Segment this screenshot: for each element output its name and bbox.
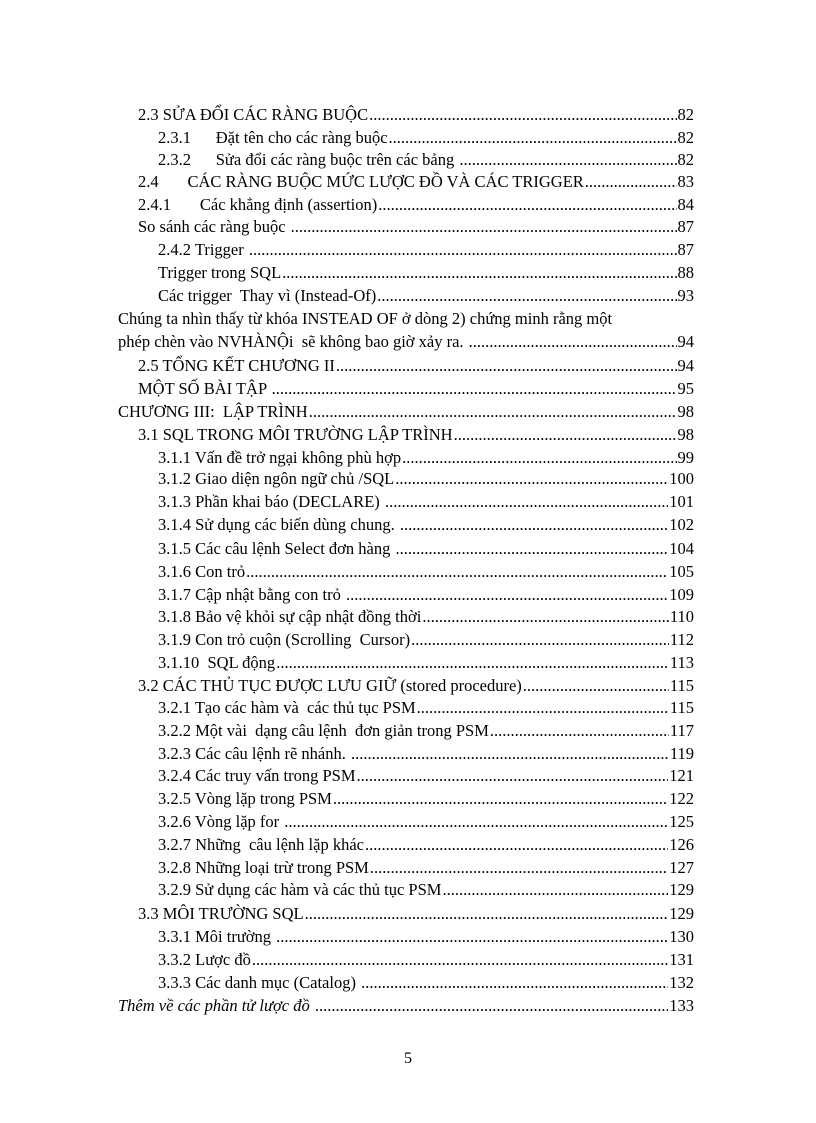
toc-entry-page: 121 bbox=[669, 766, 694, 785]
toc-entry-title: 2.4.1 Các khẳng định (assertion) bbox=[138, 195, 378, 214]
toc-entry-page: 105 bbox=[669, 562, 694, 581]
toc-leader-dots bbox=[246, 561, 668, 583]
toc-entry-page: 127 bbox=[669, 858, 694, 877]
toc-leader-dots bbox=[346, 584, 668, 606]
toc-leader-dots bbox=[315, 995, 668, 1017]
page-number: 5 bbox=[404, 1050, 412, 1067]
toc-leader-dots bbox=[276, 926, 668, 948]
toc-entry-page: 112 bbox=[669, 630, 694, 649]
toc-entry-page: 94 bbox=[677, 356, 694, 375]
toc-entry bbox=[158, 879, 694, 901]
toc-entry-page: 131 bbox=[669, 950, 694, 969]
toc-entry-title: 3.1.7 Cập nhật bằng con trỏ bbox=[158, 585, 345, 604]
toc-leader-dots bbox=[282, 262, 676, 284]
toc-entry-title: 2.5 TỔNG KẾT CHƯƠNG II bbox=[138, 356, 335, 375]
toc-entry-page: 117 bbox=[669, 721, 694, 740]
toc-entry-title: 3.1.3 Phần khai báo (DECLARE) bbox=[158, 492, 384, 511]
toc-entry bbox=[138, 104, 694, 126]
toc-entry-title: 3.1.8 Bảo vệ khỏi sự cập nhật đồng thời bbox=[158, 607, 422, 626]
toc-entry bbox=[138, 378, 694, 400]
toc-entry bbox=[158, 561, 694, 583]
toc-entry bbox=[118, 995, 694, 1017]
toc-leader-dots bbox=[249, 239, 677, 261]
toc-leader-dots bbox=[385, 491, 668, 513]
toc-entry-page: 133 bbox=[669, 996, 694, 1015]
toc-entry bbox=[118, 401, 694, 423]
toc-leader-dots bbox=[378, 194, 676, 216]
toc-entry-title: 2.3 SỬA ĐỔI CÁC RÀNG BUỘC bbox=[138, 105, 369, 124]
toc-leader-dots bbox=[377, 285, 676, 307]
toc-leader-dots bbox=[442, 879, 668, 901]
toc-leader-dots bbox=[305, 903, 669, 925]
toc-entry-title: Các trigger Thay vì (Instead-Of) bbox=[158, 286, 377, 305]
toc-entry-title: 3.3.2 Lược đồ bbox=[158, 950, 251, 969]
toc-entry-page: 102 bbox=[669, 515, 694, 534]
toc-leader-dots bbox=[351, 743, 669, 765]
toc-leader-dots bbox=[357, 765, 669, 787]
toc-entry bbox=[158, 468, 694, 490]
toc-leader-dots bbox=[490, 720, 669, 742]
toc-entry-page: 94 bbox=[677, 332, 694, 351]
toc-entry-title: Chúng ta nhìn thấy từ khóa INSTEAD OF ở dòng 2) chứng minh rằng một bbox=[118, 309, 613, 328]
toc-entry-page: 113 bbox=[669, 653, 694, 672]
toc-entry bbox=[158, 447, 694, 469]
toc-entry-page: 132 bbox=[669, 973, 694, 992]
toc-entry-title: 3.2.3 Các câu lệnh rẽ nhánh. bbox=[158, 744, 350, 763]
toc-entry-title: phép chèn vào NVHÀNỘi sẽ không bao giờ xảy ra. bbox=[118, 332, 468, 351]
toc-entry-title: 2.4.2 Trigger bbox=[158, 240, 248, 259]
toc-leader-dots bbox=[365, 834, 668, 856]
toc-leader-dots bbox=[417, 697, 669, 719]
toc-entry bbox=[138, 675, 694, 697]
toc-entry bbox=[158, 857, 694, 879]
toc-leader-dots bbox=[370, 857, 668, 879]
toc-entry-title: 3.2.9 Sử dụng các hàm và các thủ tục PSM bbox=[158, 880, 442, 899]
toc-entry bbox=[138, 355, 694, 377]
toc-entry bbox=[158, 514, 694, 536]
toc-leader-dots bbox=[276, 652, 669, 674]
toc-entry-page: 110 bbox=[669, 607, 694, 626]
toc-entry-title: 3.1 SQL TRONG MÔI TRƯỜNG LẬP TRÌNH bbox=[138, 425, 453, 444]
toc-entry-page: 82 bbox=[677, 105, 694, 124]
toc-entry bbox=[158, 972, 694, 994]
toc-entry bbox=[158, 743, 694, 765]
toc-leader-dots bbox=[402, 447, 676, 469]
toc-entry-page: 87 bbox=[677, 240, 694, 259]
toc-entry-title: 2.4 CÁC RÀNG BUỘC MỨC LƯỢC ĐỒ VÀ CÁC TRIGGER bbox=[138, 172, 584, 191]
toc-entry-page: 109 bbox=[669, 585, 694, 604]
toc-entry bbox=[138, 424, 694, 446]
toc-entry-title: 3.2.6 Vòng lặp for bbox=[158, 812, 284, 831]
toc-leader-dots bbox=[272, 378, 677, 400]
toc-leader-dots bbox=[411, 629, 669, 651]
toc-entry-page: 98 bbox=[677, 425, 694, 444]
toc-leader-dots bbox=[333, 788, 668, 810]
toc-entry bbox=[158, 285, 694, 307]
toc-entry bbox=[158, 606, 694, 628]
toc-leader-dots bbox=[459, 149, 676, 171]
toc-entry bbox=[158, 629, 694, 651]
toc-entry-title: 3.3 MÔI TRƯỜNG SQL bbox=[138, 904, 304, 923]
toc-entry-page: 87 bbox=[677, 217, 694, 236]
toc-entry-page: 83 bbox=[677, 172, 694, 191]
toc-entry-page: 99 bbox=[677, 448, 694, 467]
toc-entry bbox=[118, 331, 694, 353]
toc-entry-page: 129 bbox=[669, 880, 694, 899]
toc-entry-title: 3.1.5 Các câu lệnh Select đơn hàng bbox=[158, 539, 395, 558]
toc-leader-dots bbox=[369, 104, 676, 126]
toc-entry bbox=[158, 149, 694, 171]
toc-entry-page: 98 bbox=[677, 402, 694, 421]
toc-entry bbox=[138, 903, 694, 925]
toc-entry bbox=[158, 491, 694, 513]
toc-leader-dots bbox=[395, 468, 668, 490]
toc-entry bbox=[138, 194, 694, 216]
toc-leader-dots bbox=[454, 424, 677, 446]
toc-entry-title: 3.2.2 Một vài dạng câu lệnh đơn giản trong PSM bbox=[158, 721, 489, 740]
toc-entry-page: 130 bbox=[669, 927, 694, 946]
toc-leader-dots bbox=[585, 171, 677, 193]
toc-leader-dots bbox=[336, 355, 677, 377]
toc-leader-dots bbox=[361, 972, 668, 994]
toc-leader-dots bbox=[252, 949, 668, 971]
toc-entry-page: 95 bbox=[677, 379, 694, 398]
toc-entry-title: 3.2.8 Những loại trừ trong PSM bbox=[158, 858, 369, 877]
toc-entry bbox=[158, 652, 694, 674]
toc-entry-title: 3.2.1 Tạo các hàm và các thủ tục PSM bbox=[158, 698, 416, 717]
toc-entry-title: CHƯƠNG III: LẬP TRÌNH bbox=[118, 402, 308, 421]
toc-entry-title: 3.2.4 Các truy vấn trong PSM bbox=[158, 766, 356, 785]
toc-entry-page: 115 bbox=[669, 676, 694, 695]
toc-entry-title: 2.3.1 Đặt tên cho các ràng buộc bbox=[158, 128, 388, 147]
toc-entry-page: 104 bbox=[669, 539, 694, 558]
toc-entry-title: 3.1.4 Sử dụng các biến dùng chung. bbox=[158, 515, 399, 534]
toc-entry-title: Thêm về các phần tử lược đồ bbox=[118, 996, 314, 1015]
toc-entry-page: 129 bbox=[669, 904, 694, 923]
toc-entry-page: 82 bbox=[677, 128, 694, 147]
toc-entry bbox=[158, 262, 694, 284]
toc-entry bbox=[158, 720, 694, 742]
toc-leader-dots bbox=[389, 127, 677, 149]
toc-entry bbox=[138, 171, 694, 193]
toc-leader-dots bbox=[309, 401, 677, 423]
toc-leader-dots bbox=[469, 331, 677, 353]
toc-leader-dots bbox=[395, 538, 668, 560]
toc-entry-title: 3.1.10 SQL động bbox=[158, 653, 276, 672]
toc-entry-title: MỘT SỐ BÀI TẬP bbox=[138, 379, 271, 398]
toc-entry-page: 115 bbox=[669, 698, 694, 717]
toc-entry-title: Trigger trong SQL bbox=[158, 263, 282, 282]
toc-entry-page: 126 bbox=[669, 835, 694, 854]
toc-leader-dots bbox=[284, 811, 668, 833]
toc-entry-title: 3.1.2 Giao diện ngôn ngữ chủ /SQL bbox=[158, 469, 395, 488]
toc-entry-title: So sánh các ràng buộc bbox=[138, 217, 290, 236]
toc-entry bbox=[158, 584, 694, 606]
toc-entry-title: 3.2.5 Vòng lặp trong PSM bbox=[158, 789, 332, 808]
toc-entry bbox=[138, 216, 694, 238]
toc-leader-dots bbox=[291, 216, 677, 238]
toc-entry-title: 3.1.6 Con trỏ bbox=[158, 562, 246, 581]
toc-entry-page: 88 bbox=[677, 263, 694, 282]
toc-entry bbox=[158, 127, 694, 149]
toc-leader-dots bbox=[400, 514, 668, 536]
toc-entry bbox=[158, 239, 694, 261]
toc-entry-page: 101 bbox=[669, 492, 694, 511]
toc-entry-title: 3.1.1 Vấn đề trở ngại không phù hợp bbox=[158, 448, 402, 467]
toc-entry-title: 3.2 CÁC THỦ TỤC ĐƯỢC LƯU GIỮ (stored procedure) bbox=[138, 676, 522, 695]
toc-entry-page: 84 bbox=[677, 195, 694, 214]
toc-entry-page: 122 bbox=[669, 789, 694, 808]
toc-entry-title: 3.1.9 Con trỏ cuộn (Scrolling Cursor) bbox=[158, 630, 411, 649]
toc-leader-dots bbox=[422, 606, 669, 628]
toc-entry bbox=[158, 538, 694, 560]
toc-entry-title: 3.3.1 Môi trường bbox=[158, 927, 276, 946]
toc-entry-title: 3.2.7 Những câu lệnh lặp khác bbox=[158, 835, 364, 854]
toc-entry bbox=[158, 834, 694, 856]
toc-entry-page: 100 bbox=[669, 469, 694, 488]
toc-leader-dots bbox=[523, 675, 669, 697]
toc-entry-title: 2.3.2 Sửa đổi các ràng buộc trên các bảng bbox=[158, 150, 459, 169]
toc-entry-page: 125 bbox=[669, 812, 694, 831]
toc-entry bbox=[158, 811, 694, 833]
toc-entry bbox=[158, 949, 694, 971]
toc-entry bbox=[158, 765, 694, 787]
toc-entry bbox=[158, 788, 694, 810]
toc-entry bbox=[158, 926, 694, 948]
toc-entry-title: 3.3.3 Các danh mục (Catalog) bbox=[158, 973, 361, 992]
toc-entry-page: 93 bbox=[677, 286, 694, 305]
toc-entry bbox=[158, 697, 694, 719]
toc-entry-page: 82 bbox=[677, 150, 694, 169]
toc-entry-page: 119 bbox=[669, 744, 694, 763]
